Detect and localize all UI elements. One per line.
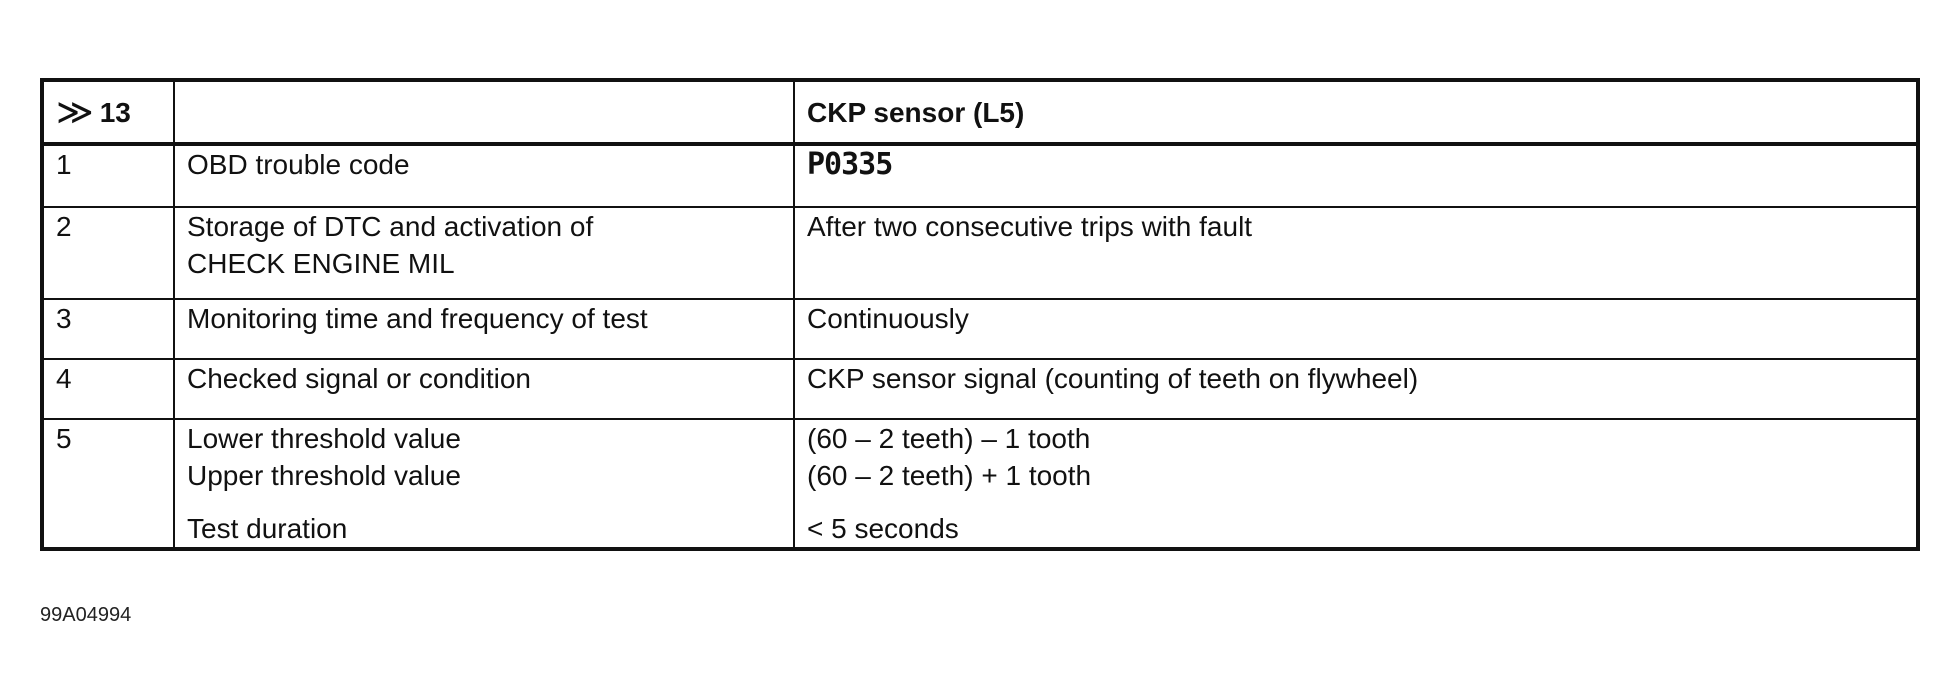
row-description xyxy=(174,419,794,549)
value-line: < 5 seconds xyxy=(807,513,959,544)
section-title: CKP sensor (L5) xyxy=(794,80,1918,144)
row-number: 5 xyxy=(42,419,174,549)
double-chevron-icon: ≫ xyxy=(56,91,94,132)
table-row xyxy=(42,299,1918,359)
dtc-code: P0335 xyxy=(807,147,893,182)
table-row xyxy=(42,144,1918,207)
row-number: 1 xyxy=(42,144,174,207)
description-line: Storage of DTC and activation of xyxy=(187,211,594,242)
header-empty-cell xyxy=(174,80,794,144)
row-number: 3 xyxy=(42,299,174,359)
table-header-row xyxy=(42,80,1918,144)
row-value xyxy=(794,144,1918,207)
value-line: (60 – 2 teeth) + 1 tooth xyxy=(807,460,1092,491)
table-row xyxy=(42,207,1918,299)
section-number-cell xyxy=(42,80,174,144)
row-value xyxy=(794,419,1918,549)
section-number: 13 xyxy=(99,97,131,128)
description-line: Lower threshold value xyxy=(187,423,461,454)
value-line: (60 – 2 teeth) – 1 tooth xyxy=(807,423,1091,454)
description-line: Upper threshold value xyxy=(187,460,461,491)
line-gap xyxy=(187,494,781,510)
row-number: 2 xyxy=(42,207,174,299)
description-line: CHECK ENGINE MIL xyxy=(187,248,455,279)
table-row xyxy=(42,419,1918,549)
row-description: Checked signal or condition xyxy=(174,359,794,419)
row-description: OBD trouble code xyxy=(174,144,794,207)
line-gap xyxy=(807,494,1904,510)
row-description xyxy=(174,207,794,299)
table-row xyxy=(42,359,1918,419)
row-value: After two consecutive trips with fault xyxy=(794,207,1918,299)
description-line: Test duration xyxy=(187,513,348,544)
row-number: 4 xyxy=(42,359,174,419)
figure-reference-code: 99A04994 xyxy=(40,604,132,626)
row-value: CKP sensor signal (counting of teeth on flywheel) xyxy=(794,359,1918,419)
row-value: Continuously xyxy=(794,299,1918,359)
row-description: Monitoring time and frequency of test xyxy=(174,299,794,359)
spec-table xyxy=(40,78,1920,551)
